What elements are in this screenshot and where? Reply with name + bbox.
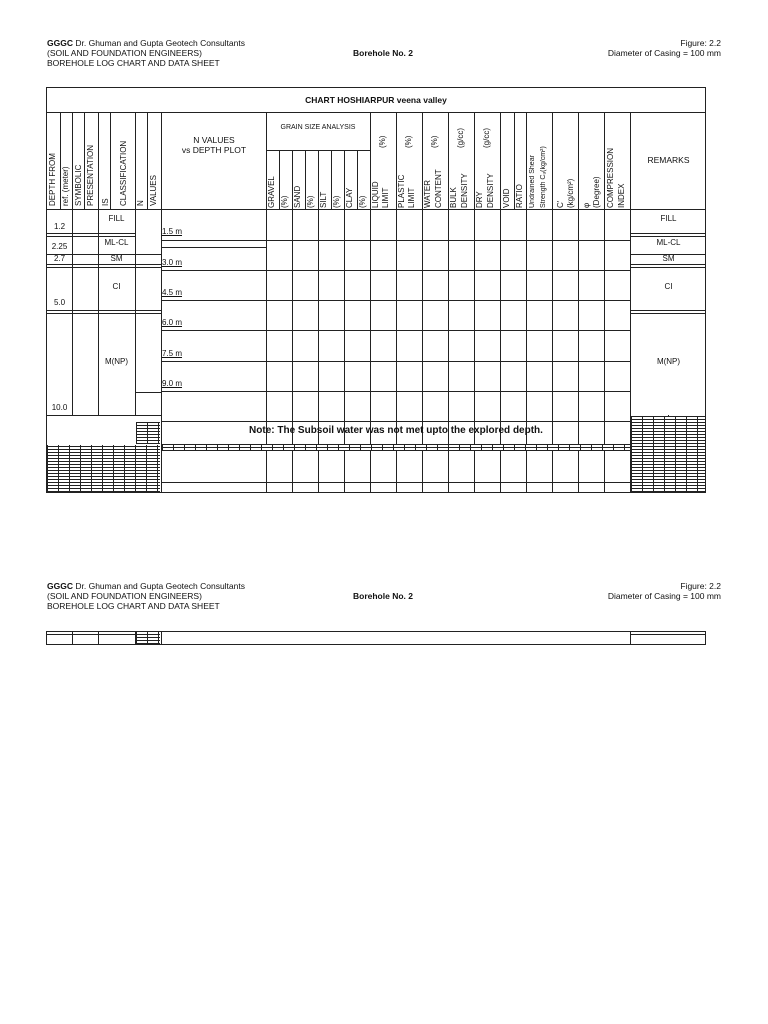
company-subtitle: (SOIL AND FOUNDATION ENGINEERS) — [47, 48, 202, 58]
col-bulk-gcc: (g/cc) — [456, 128, 465, 148]
company-line — [47, 38, 245, 48]
col-depth-from: DEPTH FROM — [48, 153, 57, 206]
depth-value: 2.25 — [51, 242, 68, 251]
company-name: Dr. Ghuman and Gupta Geotech Consultants — [75, 38, 245, 48]
col-bulk: BULK — [449, 187, 458, 208]
col-plastic: PLASTIC — [397, 174, 406, 208]
hatched-strip — [162, 445, 630, 451]
plot-depth-label: 1.5 m — [162, 227, 183, 236]
remark-value: ML-CL — [656, 238, 681, 247]
col-gravel-pct: (%) — [280, 195, 289, 208]
col-dry-density: DENSITY — [486, 173, 495, 208]
col-sand: SAND — [293, 185, 302, 208]
col-c: C' — [556, 200, 565, 208]
plot-depth-label: 6.0 m — [162, 318, 183, 327]
casing-diameter: Diameter of Casing = 100 mm — [607, 48, 721, 58]
col-bulk-density: DENSITY — [460, 173, 469, 208]
hatched-area — [47, 445, 160, 492]
col-liquid-limit: LIMIT — [381, 187, 390, 208]
classification-value: M(NP) — [104, 357, 129, 366]
hatched-area — [136, 632, 160, 644]
classification-value: CI — [112, 282, 121, 291]
col-shear-1: Undrained Shear — [529, 155, 536, 208]
col-plastic-pct: (%) — [404, 135, 413, 148]
remark-value: SM — [662, 254, 675, 263]
depth-value: 5.0 — [53, 298, 66, 307]
depth-value: 1.2 — [53, 222, 66, 231]
col-clay: CLAY — [345, 187, 354, 208]
col-gravel: GRAVEL — [267, 176, 276, 208]
remark-value: FILL — [660, 214, 677, 223]
col-presentation: PRESENTATION — [86, 144, 95, 206]
col-values: VALUES — [149, 175, 158, 206]
col-silt-pct: (%) — [332, 195, 341, 208]
col-clay-pct: (%) — [358, 195, 367, 208]
col-liquid: LIQUID — [371, 181, 380, 208]
plot-depth-label: 3.0 m — [162, 258, 183, 267]
col-grain-size: GRAIN SIZE ANALYSIS — [280, 124, 356, 131]
col-n-values: N VALUES — [193, 135, 235, 145]
company-code: GGGC — [47, 38, 73, 48]
col-compression: COMPRESSION — [606, 147, 615, 208]
company-code: GGGC — [47, 581, 73, 591]
col-silt: SILT — [319, 191, 328, 208]
groundwater-note: Note: The Subsoil water was not met upto the explored depth. — [249, 425, 543, 436]
company-name: Dr. Ghuman and Gupta Geotech Consultants — [75, 581, 245, 591]
col-liquid-pct: (%) — [378, 135, 387, 148]
col-vs-depth: vs DEPTH PLOT — [181, 145, 247, 155]
col-symbolic: SYMBOLIC — [74, 164, 83, 206]
col-content: CONTENT — [434, 169, 443, 208]
figure-number: Figure: 2.2 — [680, 581, 721, 591]
col-c-unit: (kg/cm²) — [566, 178, 575, 208]
col-index: INDEX — [617, 183, 626, 208]
document-title: BOREHOLE LOG CHART AND DATA SHEET — [47, 58, 220, 68]
col-water-pct: (%) — [430, 135, 439, 148]
depth-value: 2.7 — [53, 254, 66, 263]
classification-value: FILL — [108, 214, 125, 223]
hatched-area — [136, 422, 160, 444]
classification-value: ML-CL — [104, 238, 129, 247]
col-water: WATER — [423, 180, 432, 208]
col-dry: DRY — [475, 191, 484, 208]
hatched-area — [631, 416, 705, 492]
borehole-number: Borehole No. 2 — [353, 48, 413, 58]
remark-value: CI — [664, 282, 673, 291]
col-is: IS — [101, 198, 110, 206]
col-dry-gcc: (g/cc) — [482, 128, 491, 148]
plot-depth-label: 4.5 m — [162, 288, 183, 297]
col-phi: φ — [582, 202, 591, 208]
borehole-number: Borehole No. 2 — [353, 591, 413, 601]
col-shear-2: Strength Cᵤ(kg/cm²) — [540, 146, 547, 208]
remark-value: M(NP) — [656, 357, 681, 366]
depth-value: 10.0 — [51, 403, 68, 412]
col-sand-pct: (%) — [306, 195, 315, 208]
col-degree: (Degree) — [592, 176, 601, 208]
company-line — [47, 581, 245, 591]
col-plastic-limit: LIMIT — [407, 187, 416, 208]
chart-title: CHART HOSHIARPUR veena valley — [305, 95, 447, 105]
classification-value: SM — [110, 254, 123, 263]
document-title: BOREHOLE LOG CHART AND DATA SHEET — [47, 601, 220, 611]
col-classification: CLASSIFICATION — [119, 140, 128, 206]
plot-depth-label: 9.0 m — [162, 379, 183, 388]
col-remarks: REMARKS — [647, 155, 690, 165]
col-ref-meter: ref. (meter) — [61, 166, 70, 206]
col-ratio: RATIO — [515, 184, 524, 208]
col-n: N — [136, 200, 145, 206]
company-subtitle: (SOIL AND FOUNDATION ENGINEERS) — [47, 591, 202, 601]
plot-depth-label: 7.5 m — [162, 349, 183, 358]
casing-diameter: Diameter of Casing = 100 mm — [607, 591, 721, 601]
col-void: VOID — [502, 188, 511, 208]
figure-number: Figure: 2.2 — [680, 38, 721, 48]
